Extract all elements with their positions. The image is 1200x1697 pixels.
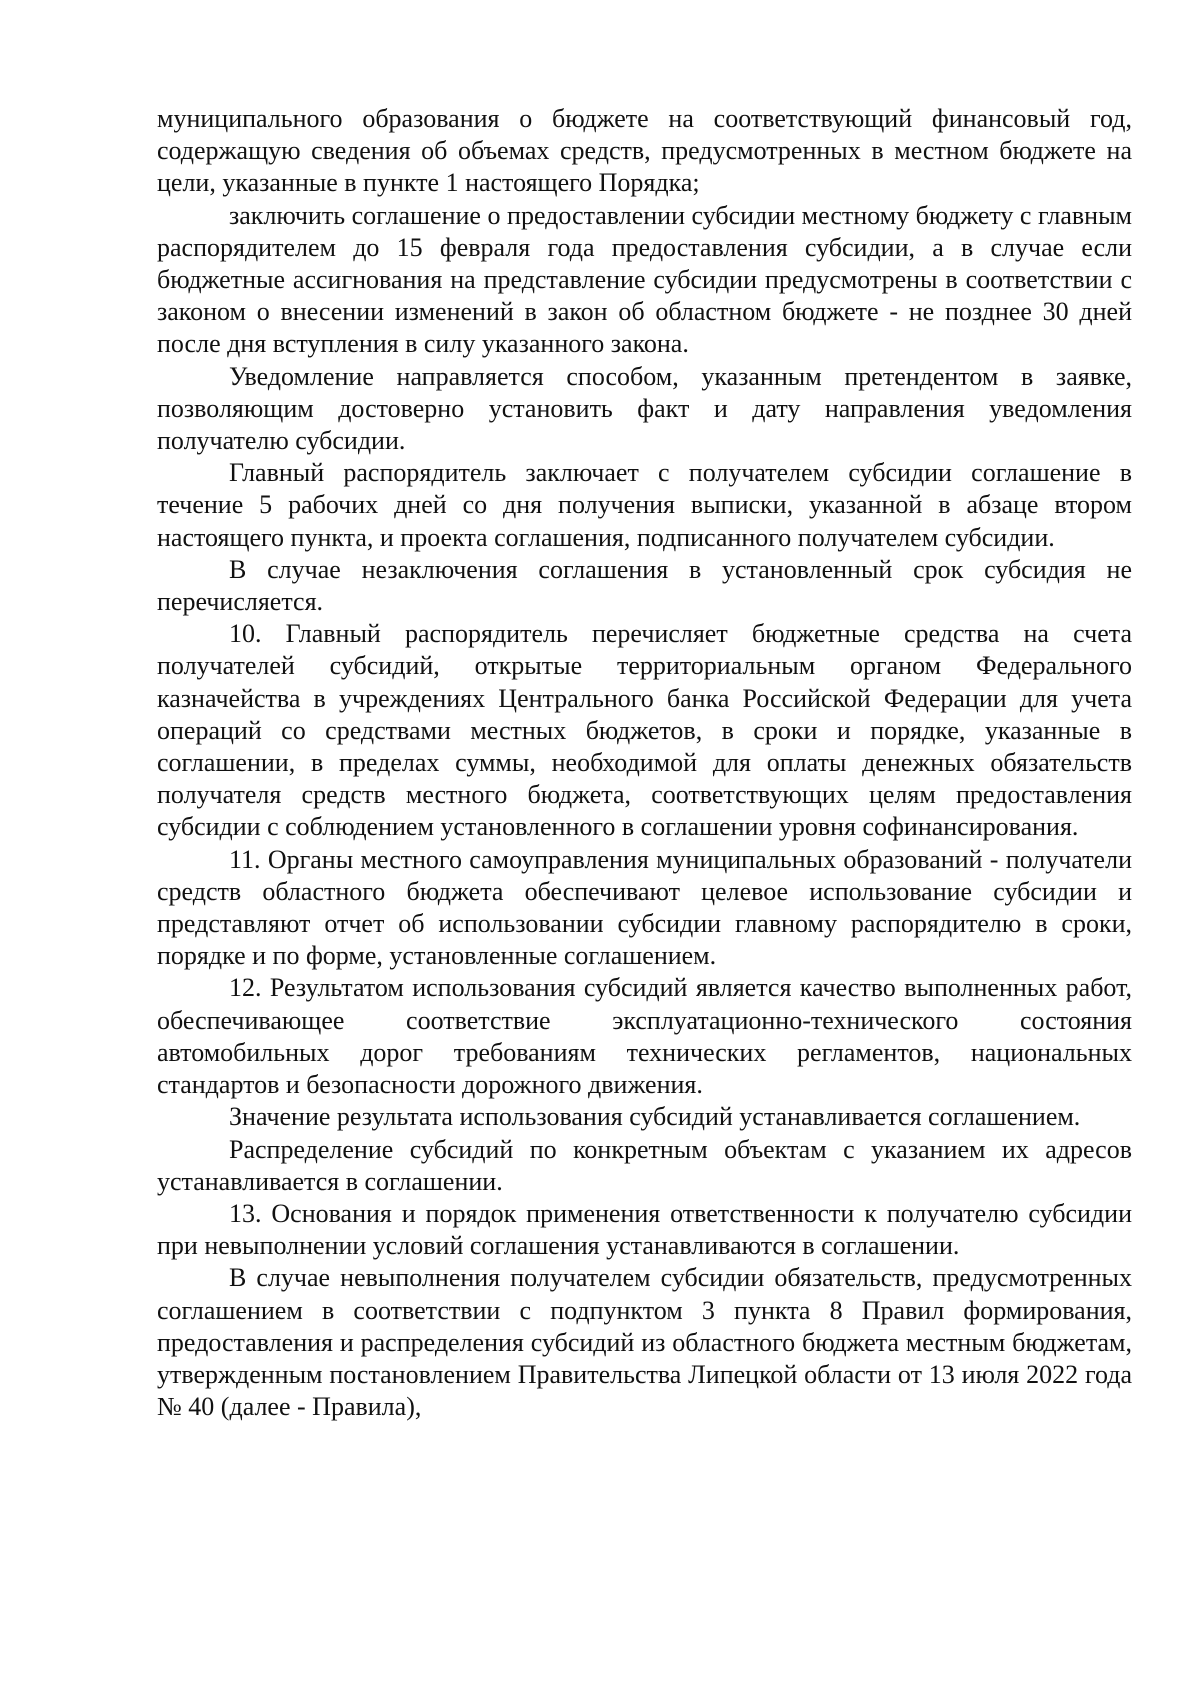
paragraph-non-conclusion: В случае незаключения соглашения в установленный срок субсидия не перечисляется. [157, 554, 1132, 617]
paragraph-non-fulfillment: В случае невыполнения получателем субсидии обязательств, предусмотренных соглашением в соответствии с подпунктом 3 пункта 8 Правил формирования, предоставления и распределения субсидий из областного бюджета местным бюджетам, утвержденным постановлением Правительства Липецкой области от 13 июля 2022 года № 40 (далее - Правила), [157, 1263, 1132, 1422]
paragraph-notification: Уведомление направляется способом, указанным претендентом в заявке, позволяющим достоверно установить факт и дату направления уведомления получателю субсидии. [157, 361, 1132, 456]
paragraph-item-12: 12. Результатом использования субсидий является качество выполненных работ, обеспечивающее соответствие эксплуатационно-технического состояния автомобильных дорог требованиям технических регламентов, национальных стандартов и безопасности дорожного движения. [157, 973, 1132, 1100]
paragraph-distribution: Распределение субсидий по конкретным объектам с указанием их адресов устанавливается в соглашении. [157, 1134, 1132, 1196]
paragraph-agreement-conclusion: заключить соглашение о предоставлении субсидии местному бюджету с главным распорядителем до 15 февраля года предоставления субсидии, а в случае если бюджетные ассигнования на представление субсидии предусмотрены в соответствии с законом о внесении изменений в закон об областном бюджете - не позднее 30 дней после дня вступления в силу указанного закона. [157, 200, 1132, 359]
paragraph-item-11: 11. Органы местного самоуправления муниципальных образований - получатели средств областного бюджета обеспечивают целевое использование субсидии и представляют отчет об использовании субсидии главному распорядителю в сроки, порядке и по форме, установленные соглашением. [157, 844, 1132, 971]
paragraph-result-value: Значение результата использования субсидий устанавливается соглашением. [229, 1102, 1081, 1132]
document-body [157, 103, 1132, 1423]
paragraph-item-13: 13. Основания и порядок применения ответственности к получателю субсидии при невыполнении условий соглашения устанавливаются в соглашении. [157, 1198, 1132, 1261]
paragraph-agreement-term: Главный распорядитель заключает с получателем субсидии соглашение в течение 5 рабочих дней со дня получения выписки, указанной в абзаце втором настоящего пункта, и проекта соглашения, подписанного получателем субсидии. [157, 458, 1132, 552]
paragraph-item-10: 10. Главный распорядитель перечисляет бюджетные средства на счета получателей субсидий, открытые территориальным органом Федерального казначейства в учреждениях Центрального банка Российской Федерации для учета операций со средствами местных бюджетов, в сроки и порядке, указанные в соглашении, в пределах суммы, необходимой для оплаты денежных обязательств получателя средств местного бюджета, соответствующих целям предоставления субсидии с соблюдением установленного в соглашении уровня софинансирования. [157, 619, 1132, 842]
paragraph-continuation: муниципального образования о бюджете на соответствующий финансовый год, содержащую сведения об объемах средств, предусмотренных в местном бюджете на цели, указанные в пункте 1 настоящего Порядка; [157, 104, 1132, 198]
